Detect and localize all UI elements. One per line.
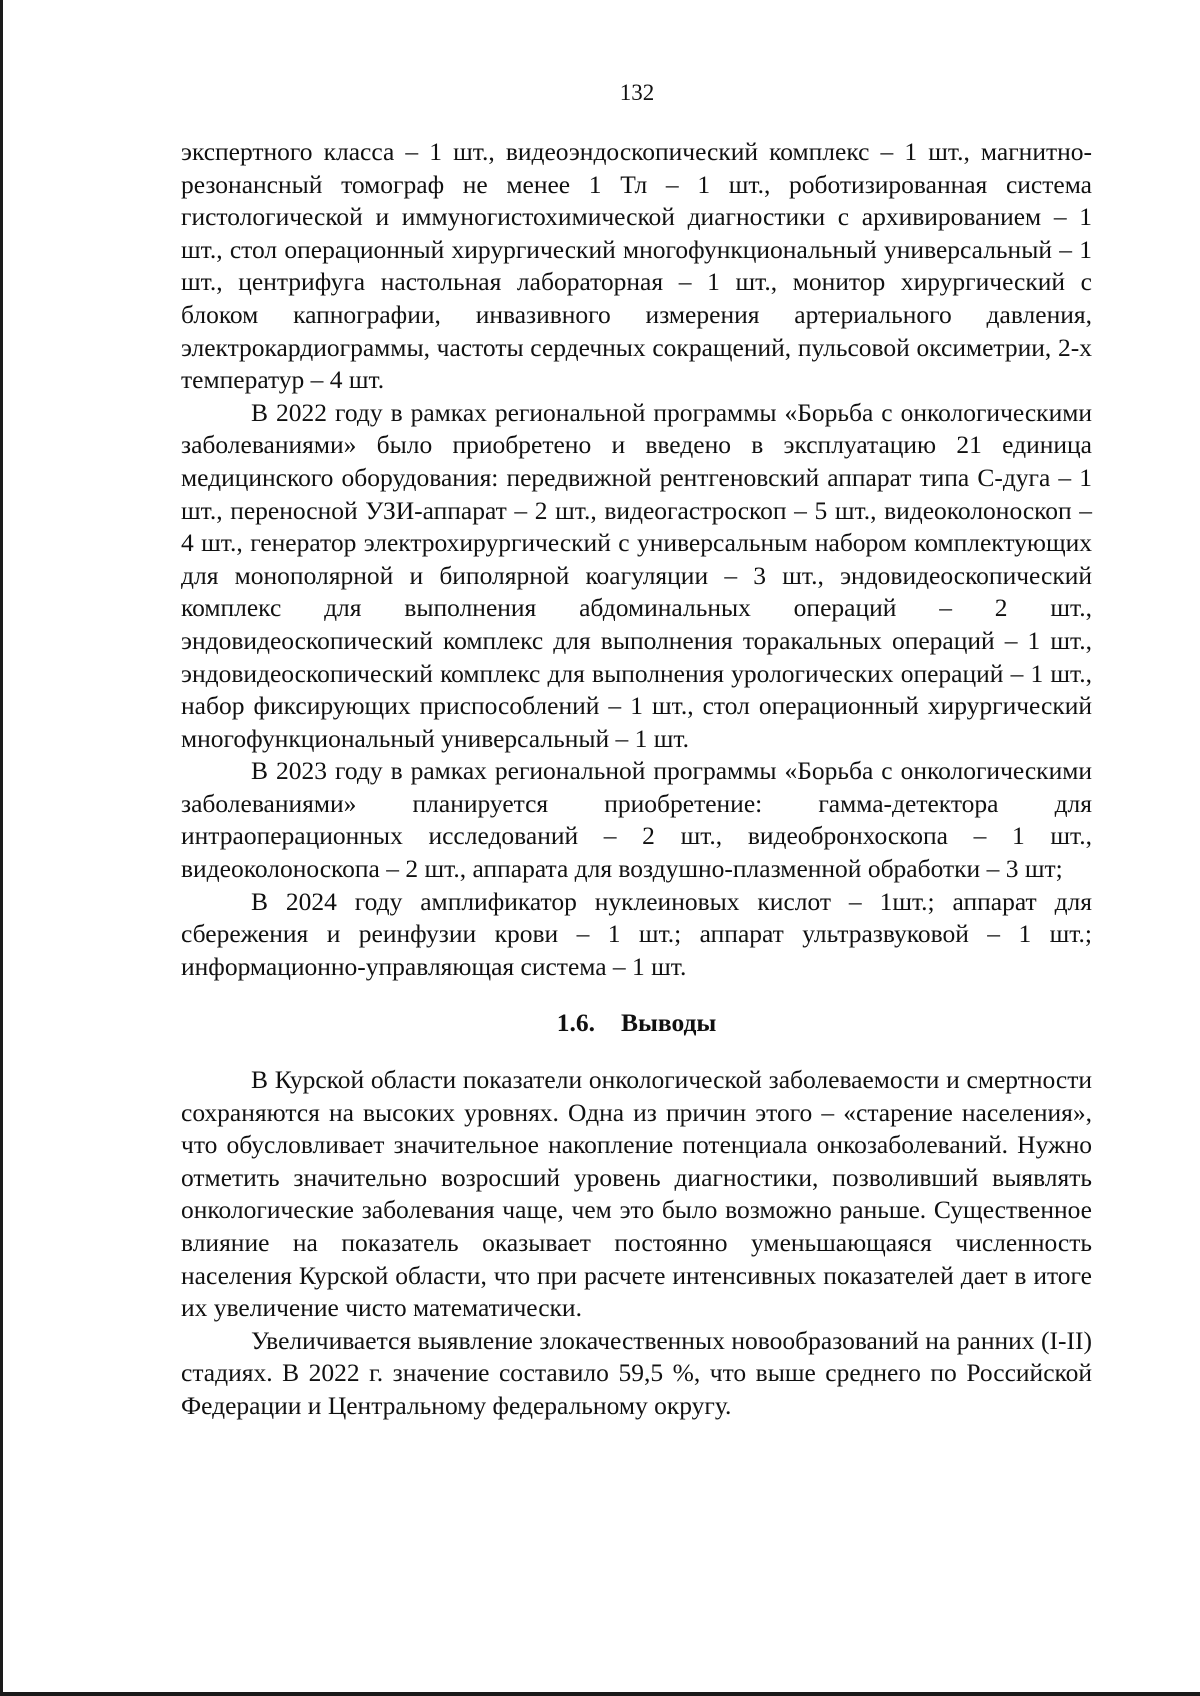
paragraph-conclusions-early-detection: Увеличивается выявление злокачественных новообразований на ранних (I-II) стадиях. В 2022 г. значение составило 59,5 %, что выше среднего по Российской Федерации и Центральному федеральному округу. <box>181 1325 1092 1420</box>
section-heading <box>181 1007 1092 1040</box>
document-body <box>181 136 1092 1423</box>
page-number: 132 <box>619 80 655 105</box>
paragraph-2023-plans: В 2023 году в рамках региональной программы «Борьба с онкологическими заболеваниями» планируется приобретение: гамма-детектора для интраоперационных исследований – 2 шт., видеобронхоскопа – 1 шт., видеоколоноскопа – 2 шт., аппарата для воздушно-плазменной обработки – 3 шт; <box>181 756 1092 884</box>
paragraph-equipment-list-continued: экспертного класса – 1 шт., видеоэндоскопический комплекс – 1 шт., магнитно-резонансный томограф не менее 1 Тл – 1 шт., роботизированная система гистологической и иммуногистохимической диагностики с архивированием – 1 шт., стол операционный хирургический многофункциональный универсальный – 1 шт., центрифуга настольная лабораторная – 1 шт., монитор хирургический с блоком капнографии, инвазивного измерения артериального давления, электрокардиограммы, частоты сердечных сокращений, пульсовой оксиметрии, 2-х температур – 4 шт. <box>181 137 1092 395</box>
section-number: 1.6. <box>556 1008 595 1038</box>
scan-left-edge <box>0 0 3 1696</box>
paragraph-2024-plans: В 2024 году амплификатор нуклеиновых кислот – 1шт.; аппарат для сбережения и реинфузии крови – 1 шт.; аппарат ультразвуковой – 1 шт.; информационно-управляющая система – 1 шт. <box>181 886 1092 981</box>
paragraph-2022-purchases: В 2022 году в рамках региональной программы «Борьба с онкологическими заболеваниями» было приобретено и введено в эксплуатацию 21 единица медицинского оборудования: передвижной рентгеновский аппарат типа С-дуга – 1 шт., переносной УЗИ-аппарат – 2 шт., видеогастроскоп – 5 шт., видеоколоноскоп – 4 шт., генератор электрохирургический с универсальным набором комплектующих для монополярной и биполярной коагуляции – 3 шт., эндовидеоскопический комплекс для выполнения абдоминальных операций – 2 шт., эндовидеоскопический комплекс для выполнения торакальных операций – 1 шт., эндовидеоскопический комплекс для выполнения урологических операций – 1 шт., набор фиксирующих приспособлений – 1 шт., стол операционный хирургический многофункциональный универсальный – 1 шт. <box>181 397 1092 753</box>
scan-bottom-edge <box>0 1692 1200 1696</box>
paragraph-conclusions-morbidity: В Курской области показатели онкологической заболеваемости и смертности сохраняются на высоких уровнях. Одна из причин этого – «старение населения», что обусловливает значительное накопление потенциала онкозаболеваний. Нужно отметить значительно возросший уровень диагностики, позволивший выявлять онкологические заболевания чаще, чем это было возможно раньше. Существенное влияние на показатель оказывает постоянно уменьшающаяся численность населения Курской области, что при расчете интенсивных показателей дает в итоге их увеличение чисто математически. <box>181 1065 1092 1323</box>
section-title: Выводы <box>620 1008 717 1038</box>
